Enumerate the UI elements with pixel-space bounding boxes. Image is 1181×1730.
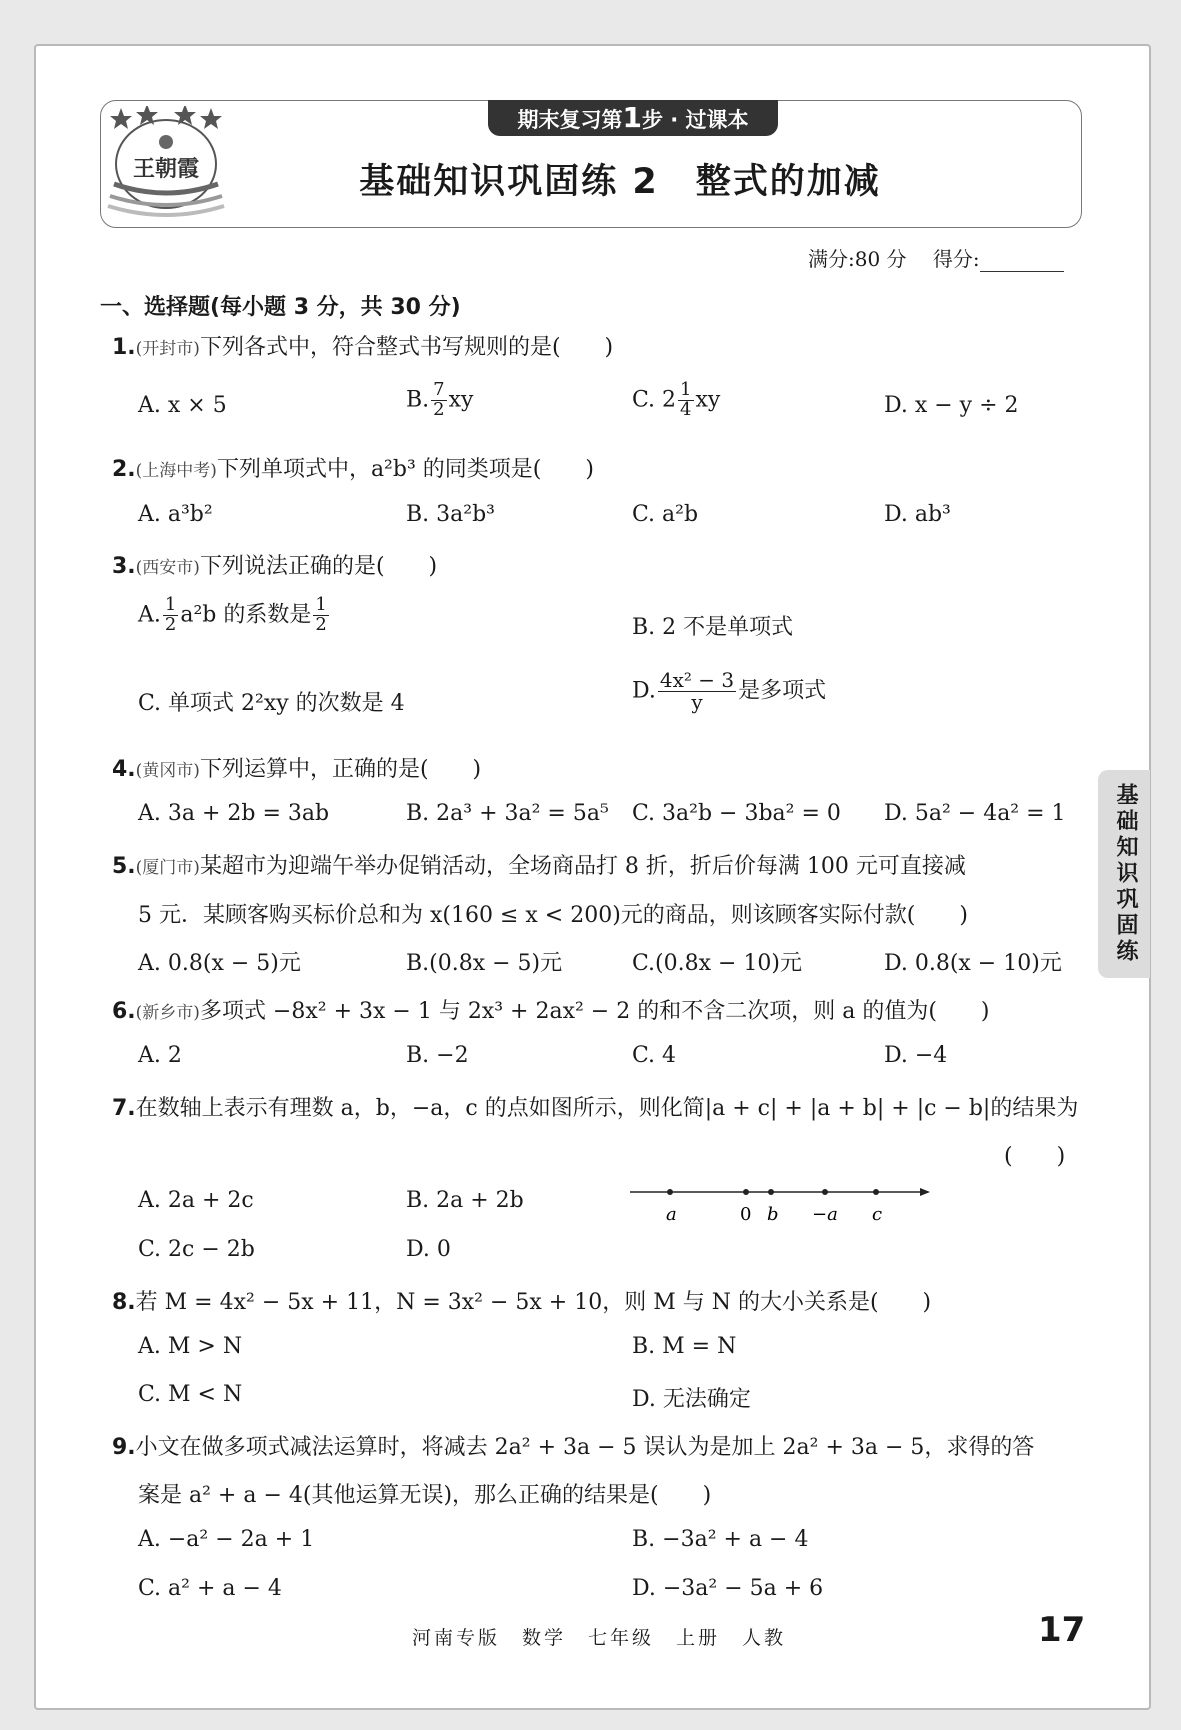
point-a — [667, 1189, 673, 1195]
q2-option-c: C. a²b — [632, 502, 699, 527]
q4-option-c: C. 3a²b − 3ba² = 0 — [632, 801, 841, 826]
question-7: 7.在数轴上表示有理数 a，b，−a，c 的点如图所示，则化简|a + c| + |a + b| + |c − b|的结果为 — [112, 1096, 1079, 1121]
label-a: a — [666, 1204, 677, 1225]
q9-option-c: C. a² + a − 4 — [138, 1576, 282, 1601]
q4-option-d: D. 5a² − 4a² = 1 — [884, 801, 1066, 826]
label-neg-a: −a — [812, 1204, 838, 1225]
q9-option-d: D. −3a² − 5a + 6 — [632, 1576, 824, 1601]
step-tab: 期末复习第1步 · 过课本 — [488, 100, 778, 136]
question-7-paren: ( ) — [1004, 1144, 1066, 1169]
number-line-figure — [630, 1180, 940, 1230]
q5-option-d: D. 0.8(x − 10)元 — [884, 951, 1062, 976]
q5-option-b: B.(0.8x − 5)元 — [406, 951, 563, 976]
q3-option-c: C. 单项式 2²xy 的次数是 4 — [138, 691, 405, 716]
q1-option-a: A. x × 5 — [138, 393, 227, 418]
q3-option-d: D. $\frac{\text{4x² − 3}}{y}$ 是多项式 — [632, 668, 827, 714]
question-9: 9.小文在做多项式减法运算时，将减去 2a² + 3a − 5 误认为是加上 2a² + 3a − 5，求得的答 — [112, 1435, 1035, 1460]
q4-option-a: A. 3a + 2b = 3ab — [138, 801, 330, 826]
q2-option-d: D. ab³ — [884, 502, 951, 527]
number-line-arrow — [920, 1188, 930, 1196]
q8-option-a: A. M > N — [138, 1334, 243, 1359]
point-neg-a — [822, 1189, 828, 1195]
q8-option-b: B. M = N — [632, 1334, 737, 1359]
q4-option-b: B. 2a³ + 3a² = 5a⁵ — [406, 801, 609, 826]
point-b — [768, 1189, 774, 1195]
q2-option-a: A. a³b² — [138, 502, 213, 527]
question-8: 8.若 M = 4x² − 5x + 11，N = 3x² − 5x + 10，则 M 与 N 的大小关系是( ) — [112, 1290, 932, 1315]
page-title: 基础知识巩固练 2 整式的加减 — [359, 162, 881, 202]
page-number: 17 — [1038, 1610, 1086, 1650]
q8-option-c: C. M < N — [138, 1382, 243, 1407]
question-1: 1.(开封市)下列各式中，符合整式书写规则的是( ) — [112, 335, 614, 360]
question-5: 5.(厦门市)某超市为迎端午举办促销活动，全场商品打 8 折，折后价每满 100 元可直接减 — [112, 854, 966, 879]
q6-option-a: A. 2 — [138, 1043, 182, 1068]
svg-text:王朝霞: 王朝霞 — [132, 156, 200, 182]
q3-option-b: B. 2 不是单项式 — [632, 615, 794, 640]
q8-option-d: D. 无法确定 — [632, 1387, 751, 1412]
side-tab: 基础知识巩固练 — [1098, 770, 1150, 978]
question-2: 2.(上海中考)下列单项式中，a²b³ 的同类项是( ) — [112, 457, 594, 482]
q9-option-a: A. −a² − 2a + 1 — [138, 1527, 315, 1552]
q5-option-a: A. 0.8(x − 5)元 — [138, 951, 301, 976]
section-heading: 一、选择题(每小题 3 分，共 30 分) — [100, 295, 461, 320]
score-line — [808, 243, 1064, 272]
question-3: 3.(西安市)下列说法正确的是( ) — [112, 554, 438, 579]
q1-option-b: B. $\frac{7}{2}$ xy — [406, 379, 474, 420]
label-c: c — [872, 1204, 883, 1225]
q2-option-b: B. 3a²b³ — [406, 502, 495, 527]
q6-option-c: C. 4 — [632, 1043, 677, 1068]
label-zero: 0 — [740, 1204, 752, 1225]
q7-option-b: B. 2a + 2b — [406, 1188, 524, 1213]
point-c — [873, 1189, 879, 1195]
label-b: b — [767, 1204, 779, 1225]
q5-option-c: C.(0.8x − 10)元 — [632, 951, 803, 976]
question-9-line2: 案是 a² + a − 4(其他运算无误)，那么正确的结果是( ) — [138, 1483, 712, 1508]
q9-option-b: B. −3a² + a − 4 — [632, 1527, 809, 1552]
score-label: 得分: — [932, 247, 980, 271]
q1-option-d: D. x − y ÷ 2 — [884, 393, 1019, 418]
q7-option-a: A. 2a + 2c — [138, 1188, 254, 1213]
publisher-logo — [104, 106, 228, 222]
q7-option-d: D. 0 — [406, 1237, 451, 1262]
question-4: 4.(黄冈市)下列运算中，正确的是( ) — [112, 757, 482, 782]
q6-option-b: B. −2 — [406, 1043, 469, 1068]
question-5-line2: 5 元．某顾客购买标价总和为 x(160 ≤ x < 200)元的商品，则该顾客实际付款( ) — [138, 903, 968, 928]
q6-option-d: D. −4 — [884, 1043, 948, 1068]
score-blank — [980, 251, 1064, 272]
footer-text: 河南专版 数学 七年级 上册 人教 — [412, 1627, 787, 1649]
q1-option-c: C. 2 $\frac{1}{4}$ xy — [632, 379, 721, 420]
q7-option-c: C. 2c − 2b — [138, 1237, 255, 1262]
q3-option-a: A. $\frac{1}{2}$ a²b 的系数是 $\frac{1}{2}$ — [138, 594, 327, 635]
full-score: 满分:80 分 — [808, 247, 907, 271]
question-6: 6.(新乡市)多项式 −8x² + 3x − 1 与 2x³ + 2ax² − 2 的和不含二次项，则 a 的值为( ) — [112, 999, 990, 1024]
point-zero — [743, 1189, 749, 1195]
